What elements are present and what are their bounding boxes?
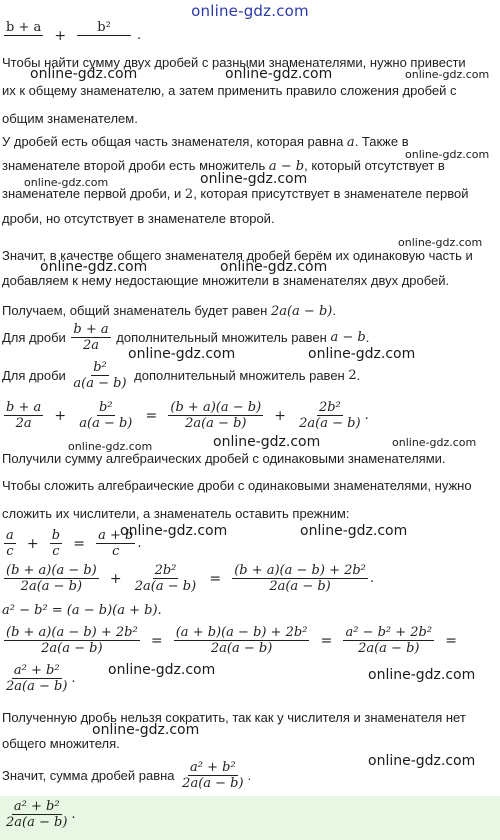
paragraph-9-line-2: общего множителя. bbox=[2, 736, 120, 751]
fraction bbox=[4, 400, 43, 431]
equals-sign: = bbox=[150, 632, 163, 649]
watermark: online-gdz.com bbox=[368, 667, 476, 683]
denominator: 2a(a − b) bbox=[269, 579, 331, 594]
watermark: online-gdz.com bbox=[120, 523, 228, 539]
numerator: (b + a)(a − b) bbox=[6, 563, 97, 578]
watermark: online-gdz.com bbox=[398, 236, 483, 249]
fraction-2 bbox=[77, 20, 131, 51]
denominator: a(a − b) bbox=[79, 416, 133, 431]
fraction-1 bbox=[4, 20, 43, 51]
numerator: (b + a)(a − b) bbox=[170, 400, 262, 415]
watermark: online-gdz.com bbox=[213, 434, 321, 450]
denominator: 2a(a − b) bbox=[185, 416, 247, 431]
watermark: online-gdz.com bbox=[405, 148, 490, 161]
equation-3 bbox=[2, 563, 374, 594]
paragraph-2-line-4: дроби, но отсутствует в знаменателе второй. bbox=[2, 211, 275, 226]
watermark: online-gdz.com bbox=[40, 259, 148, 275]
text: . bbox=[332, 303, 336, 318]
fraction bbox=[297, 400, 362, 431]
equals-sign: = bbox=[145, 407, 158, 424]
paragraph-3-line-1: Значит, в качестве общего знаменателя дробей берём их одинаковую часть и bbox=[2, 248, 473, 263]
numerator: 2b² bbox=[318, 400, 341, 415]
watermark: online-gdz.com bbox=[24, 176, 109, 189]
numerator: b bbox=[51, 528, 61, 543]
paragraph-3-line-2: добавляем к нему недостающие множители в знаменателях двух дробей. bbox=[2, 273, 450, 288]
fraction bbox=[4, 625, 140, 656]
watermark: online-gdz.com bbox=[405, 68, 490, 81]
paragraph-1-line-3: общим знаменателем. bbox=[2, 111, 138, 126]
fraction bbox=[168, 400, 263, 431]
denominator: 2a(a − b) bbox=[182, 776, 244, 791]
denominator: 2a(a − b) bbox=[6, 815, 68, 830]
equals-sign: = bbox=[73, 535, 85, 552]
watermark: online-gdz.com bbox=[68, 440, 153, 453]
expression: 2a(a − b) bbox=[270, 304, 333, 319]
equals-sign: = bbox=[445, 632, 457, 649]
fraction bbox=[174, 625, 310, 656]
numerator: a bbox=[6, 528, 14, 543]
period: . bbox=[71, 807, 76, 822]
text: , который отсутствует в bbox=[304, 158, 445, 173]
equals-sign: = bbox=[320, 632, 333, 649]
watermark: online-gdz.com bbox=[368, 753, 476, 769]
watermark: online-gdz.com bbox=[92, 722, 200, 738]
denominator: 2a(a − b) bbox=[20, 579, 83, 594]
text: Значит, сумма дробей равна bbox=[2, 768, 175, 783]
number: 2 bbox=[348, 368, 357, 383]
watermark: online-gdz.com bbox=[225, 66, 333, 82]
answer-box bbox=[0, 796, 500, 840]
numerator: a² + b² bbox=[190, 760, 236, 775]
fraction bbox=[4, 799, 69, 830]
denominator: 2a(a − b) bbox=[134, 579, 197, 594]
denominator: 2a(a − b) bbox=[299, 416, 361, 431]
numerator: b + a bbox=[6, 400, 42, 415]
numerator: (b + a)(a − b) + 2b² bbox=[6, 625, 138, 640]
denominator: 2a(a − b) bbox=[358, 641, 420, 656]
plus-sign: + bbox=[26, 535, 39, 552]
plus-sign: + bbox=[274, 407, 287, 424]
text: У дробей есть общая часть знаменателя, которая равна bbox=[2, 134, 347, 149]
numerator: b² bbox=[99, 400, 113, 415]
fraction bbox=[232, 563, 368, 594]
fraction bbox=[50, 528, 62, 559]
paragraph-8-line-2: сложить их числители, а знаменатель оставить прежним: bbox=[2, 506, 350, 521]
denominator: 2a bbox=[15, 416, 32, 431]
fraction bbox=[4, 528, 16, 559]
period: . bbox=[247, 768, 252, 783]
period: . bbox=[71, 671, 76, 686]
numerator: 2b² bbox=[154, 563, 177, 578]
heading-expression bbox=[2, 20, 141, 51]
fraction bbox=[4, 663, 69, 694]
denominator: 2a(a − b) bbox=[210, 641, 273, 656]
denominator: 2a bbox=[83, 338, 100, 353]
period: . bbox=[136, 28, 142, 43]
text: дополнительный множитель равен bbox=[116, 330, 331, 345]
equals-sign: = bbox=[209, 570, 222, 587]
numerator: b + a bbox=[6, 20, 42, 35]
fraction bbox=[133, 563, 198, 594]
numerator: (b + a)(a − b) + 2b² bbox=[234, 563, 366, 578]
fraction bbox=[4, 563, 99, 594]
equation-4: a² − b² = (a − b)(a + b). bbox=[2, 603, 162, 618]
watermark-top: online-gdz.com bbox=[191, 2, 309, 20]
paragraph-9-line-1: Полученную дробь нельзя сократить, так как у числителя и знаменателя нет bbox=[2, 710, 466, 725]
denominator: a(a − b) bbox=[73, 376, 127, 391]
paragraph-1-line-1: Чтобы найти сумму двух дробей с разными знаменателями, нужно привести bbox=[2, 55, 466, 70]
plus-sign: + bbox=[54, 27, 67, 44]
numerator: b + a bbox=[73, 322, 109, 337]
text: . Также в bbox=[354, 134, 409, 149]
text: дополнительный множитель равен bbox=[134, 368, 349, 383]
paragraph-8-line-1: Чтобы сложить алгебраические дроби с одинаковыми знаменателями, нужно bbox=[2, 478, 472, 493]
text: Для дроби bbox=[2, 368, 66, 383]
plus-sign: + bbox=[109, 570, 122, 587]
denominator: c bbox=[6, 544, 14, 559]
expression: a − b bbox=[268, 159, 305, 174]
numerator: a² + b² bbox=[13, 663, 60, 678]
text: . bbox=[365, 330, 370, 345]
variable: a bbox=[346, 135, 355, 150]
watermark: online-gdz.com bbox=[300, 523, 408, 539]
numerator: a + b bbox=[98, 528, 134, 543]
fraction bbox=[77, 400, 134, 431]
plus-sign: + bbox=[54, 407, 67, 424]
numerator: b² bbox=[93, 360, 107, 375]
denominator: c bbox=[112, 544, 120, 559]
paragraph-1-line-2: их к общему знаменателю, а затем применить правило сложения дробей с bbox=[2, 83, 457, 98]
answer-expression bbox=[2, 799, 76, 830]
text: Для дроби bbox=[2, 330, 66, 345]
equation-6 bbox=[2, 663, 76, 694]
period: . bbox=[137, 536, 142, 551]
watermark: online-gdz.com bbox=[200, 171, 308, 187]
watermark: online-gdz.com bbox=[30, 66, 138, 82]
numerator: a² + b² bbox=[13, 799, 60, 814]
watermark: online-gdz.com bbox=[128, 346, 236, 362]
number: 2 bbox=[184, 187, 194, 202]
equation-5 bbox=[2, 625, 462, 656]
denominator: 2a(a − b) bbox=[6, 679, 68, 694]
paragraph-6 bbox=[2, 360, 360, 391]
text: , которая присутствует в знаменателе первой bbox=[193, 186, 469, 201]
text: знаменателе первой дроби, и bbox=[2, 186, 185, 201]
period: . bbox=[369, 571, 375, 586]
expression: a − b bbox=[330, 330, 366, 345]
paragraph-7: Получили сумму алгебраических дробей с одинаковыми знаменателями. bbox=[2, 451, 446, 466]
fraction bbox=[180, 760, 245, 791]
numerator: a² − b² + 2b² bbox=[345, 625, 433, 640]
text: . bbox=[356, 368, 361, 383]
denominator: 2a(a − b) bbox=[41, 641, 103, 656]
watermark: online-gdz.com bbox=[108, 662, 216, 678]
paragraph-10 bbox=[2, 760, 251, 791]
fraction bbox=[71, 322, 110, 353]
numerator: (a + b)(a − b) + 2b² bbox=[175, 625, 308, 640]
denominator: c bbox=[52, 544, 60, 559]
period: . bbox=[364, 408, 369, 423]
watermark: online-gdz.com bbox=[392, 436, 477, 449]
watermark: online-gdz.com bbox=[220, 259, 328, 275]
text: Получаем, общий знаменатель будет равен bbox=[2, 303, 271, 318]
fraction bbox=[343, 625, 434, 656]
equation-1 bbox=[2, 400, 369, 431]
fraction bbox=[71, 360, 128, 391]
watermark: online-gdz.com bbox=[308, 346, 416, 362]
numerator: b² bbox=[77, 20, 131, 36]
text: знаменателе второй дроби есть множитель bbox=[2, 158, 269, 173]
